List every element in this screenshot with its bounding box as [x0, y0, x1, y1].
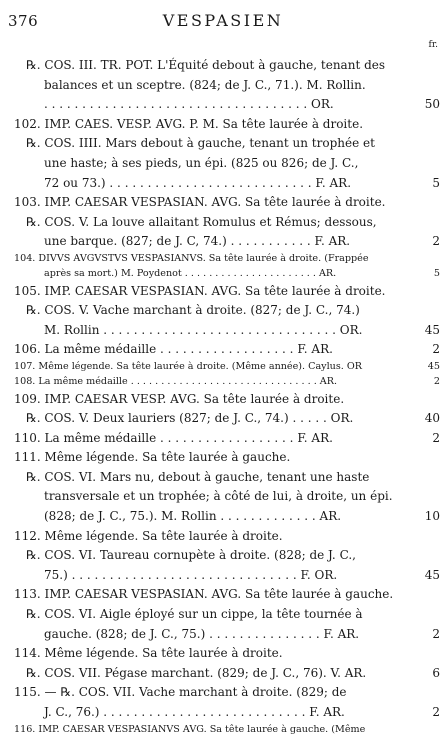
catalogue-line: [14, 527, 430, 547]
entry-price: 50: [424, 97, 440, 112]
entry-text: ℞. COS. IIII. Mars debout à gauche, tenant un trophée et: [26, 136, 375, 151]
entry-price: 2: [432, 705, 440, 719]
entry-text: 113. IMP. CAESAR VESPASIAN. AVG. Sa tête laurée à gauche.: [14, 587, 394, 602]
catalogue-line: [14, 566, 440, 586]
catalogue-line: [14, 360, 440, 375]
entry-price: 5: [433, 267, 440, 279]
catalogue-line: [14, 252, 430, 267]
catalogue-line: [14, 213, 430, 233]
entry-text: 112. Même légende. Sa tête laurée à droite.: [14, 528, 283, 543]
entry-text: ℞. COS. V. Deux lauriers (827; de J. C., 74.) . . . . . OR.: [26, 411, 354, 426]
catalogue-line: [14, 605, 430, 625]
entry-text: . . . . . . . . . . . . . . . . . . . . . . . . . . . . . . . . . . . OR.: [44, 97, 334, 112]
entry-text: balances et un sceptre. (824; de J. C., 71.). M. Rollin.: [44, 77, 366, 92]
catalogue-line: [14, 585, 430, 605]
catalogue-line: [14, 232, 440, 252]
catalogue-line: [14, 390, 430, 410]
entry-text: ℞. COS. VI. Taureau cornupète à droite. (828; de J. C.,: [26, 548, 356, 563]
entry-text: 105. IMP. CAESAR VESPASIAN. AVG. Sa tête laurée à droite.: [14, 283, 386, 298]
catalogue-line: [14, 56, 430, 76]
entry-text: une barque. (827; de J. C, 74.) . . . . . . . . . . . F. AR.: [44, 234, 351, 249]
entry-price: 2: [432, 234, 440, 249]
catalogue-line: [14, 703, 440, 723]
catalogue-line: [14, 95, 440, 115]
entry-text: une haste; à ses pieds, un épi. (825 ou 826; de J. C.,: [44, 155, 359, 170]
entry-text: J. C., 76.) . . . . . . . . . . . . . . . . . . . . . . . . . . . F. AR.: [44, 705, 345, 719]
catalogue-line: [14, 301, 430, 321]
catalogue-line: [14, 174, 440, 194]
entry-text: 104. DIVVS AVGVSTVS VESPASIANVS. Sa tête laurée à droite. (Frappée: [14, 252, 369, 264]
catalogue-line: [14, 683, 430, 703]
entry-text: ℞. COS. V. La louve allaitant Romulus et Rémus; dessous,: [26, 214, 377, 229]
entry-text: M. Rollin . . . . . . . . . . . . . . . . . . . . . . . . . . . . . . . OR.: [44, 322, 363, 337]
entry-text: 102. IMP. CAES. VESP. AVG. P. M. Sa tête laurée à droite.: [14, 116, 364, 131]
entry-text: 108. La même médaille . . . . . . . . . . . . . . . . . . . . . . . . . . . . . . . AR.: [14, 375, 337, 387]
catalogue-line: [14, 487, 430, 507]
entry-price: 40: [424, 411, 440, 426]
catalogue-line: [14, 340, 440, 360]
entry-text: 106. La même médaille . . . . . . . . . . . . . . . . . . F. AR.: [14, 342, 333, 357]
entry-text: 107. Même légende. Sa tête laurée à droite. (Même année). Caylus. OR: [14, 360, 362, 372]
entry-text: 109. IMP. CAESAR VESP. AVG. Sa tête laurée à droite.: [14, 391, 345, 406]
catalogue-line: [14, 429, 440, 449]
catalogue-line: [14, 468, 430, 488]
entry-text: 110. La même médaille . . . . . . . . . . . . . . . . . . F. AR.: [14, 430, 333, 445]
catalogue-line: [14, 546, 430, 566]
catalogue-line: [14, 282, 430, 302]
page-number: 376: [8, 12, 39, 30]
entry-text: (828; de J. C., 75.). M. Rollin . . . . . . . . . . . . . AR.: [44, 509, 342, 524]
entry-text: après sa mort.) M. Poydenot . . . . . . . . . . . . . . . . . . . . . . AR.: [44, 267, 337, 279]
entry-price: 6: [432, 665, 440, 680]
entry-text: 103. IMP. CAESAR VESPASIAN. AVG. Sa tête laurée à droite.: [14, 195, 386, 210]
entry-price: 2: [433, 375, 440, 387]
entry-price: 2: [432, 626, 440, 641]
entry-text: 114. Même légende. Sa tête laurée à droite.: [14, 646, 283, 661]
catalogue-line: [14, 723, 430, 738]
catalogue-line: [14, 115, 430, 135]
entry-text: ℞. COS. VI. Aigle éployé sur un cippe, la tête tournée à: [26, 607, 363, 622]
catalogue-entries: [14, 56, 440, 737]
catalogue-line: [14, 644, 430, 664]
catalogue-line: [14, 507, 440, 527]
catalogue-line: [14, 193, 430, 213]
catalogue-line: [14, 664, 440, 684]
entry-price: 45: [424, 322, 440, 337]
catalogue-line: [14, 76, 430, 96]
entry-text: gauche. (828; de J. C., 75.) . . . . . . . . . . . . . . . F. AR.: [44, 626, 360, 641]
price-column-label: fr.: [428, 40, 438, 50]
entry-price: 45: [424, 567, 440, 582]
entry-price: 10: [424, 509, 440, 524]
entry-text: transversale et un trophée; à côté de lui, à droite, un épi.: [44, 489, 393, 504]
entry-text: 75.) . . . . . . . . . . . . . . . . . . . . . . . . . . . . . . F. OR.: [44, 567, 338, 582]
entry-text: ℞. COS. VI. Mars nu, debout à gauche, tenant une haste: [26, 469, 370, 484]
entry-price: 2: [432, 342, 440, 357]
entry-text: ℞. COS. III. TR. POT. L'Équité debout à gauche, tenant des: [26, 58, 386, 72]
entry-text: 115. — ℞. COS. VII. Vache marchant à droite. (829; de: [14, 685, 347, 700]
entry-text: 72 ou 73.) . . . . . . . . . . . . . . . . . . . . . . . . . . . F. AR.: [44, 175, 352, 190]
entry-text: 116. IMP. CAESAR VESPASIANVS AVG. Sa tête laurée à gauche. (Même: [14, 723, 366, 735]
entry-text: ℞. COS. V. Vache marchant à droite. (827; de J. C., 74.): [26, 303, 360, 318]
entry-text: ℞. COS. VII. Pégase marchant. (829; de J. C., 76). V. AR.: [26, 665, 367, 680]
entry-price: 2: [432, 430, 440, 445]
catalogue-line: [14, 448, 430, 468]
entry-text: 111. Même légende. Sa tête laurée à gauche.: [14, 450, 291, 465]
catalogue-line: [14, 267, 440, 282]
entry-price: 5: [432, 175, 440, 190]
catalogue-line: [14, 154, 430, 174]
page-title: VESPASIEN: [162, 11, 284, 30]
catalogue-line: [14, 134, 430, 154]
catalogue-line: [14, 321, 440, 341]
catalogue-line: [14, 375, 440, 390]
entry-price: 45: [427, 360, 440, 372]
catalogue-line: [14, 409, 440, 429]
catalogue-line: [14, 625, 440, 645]
